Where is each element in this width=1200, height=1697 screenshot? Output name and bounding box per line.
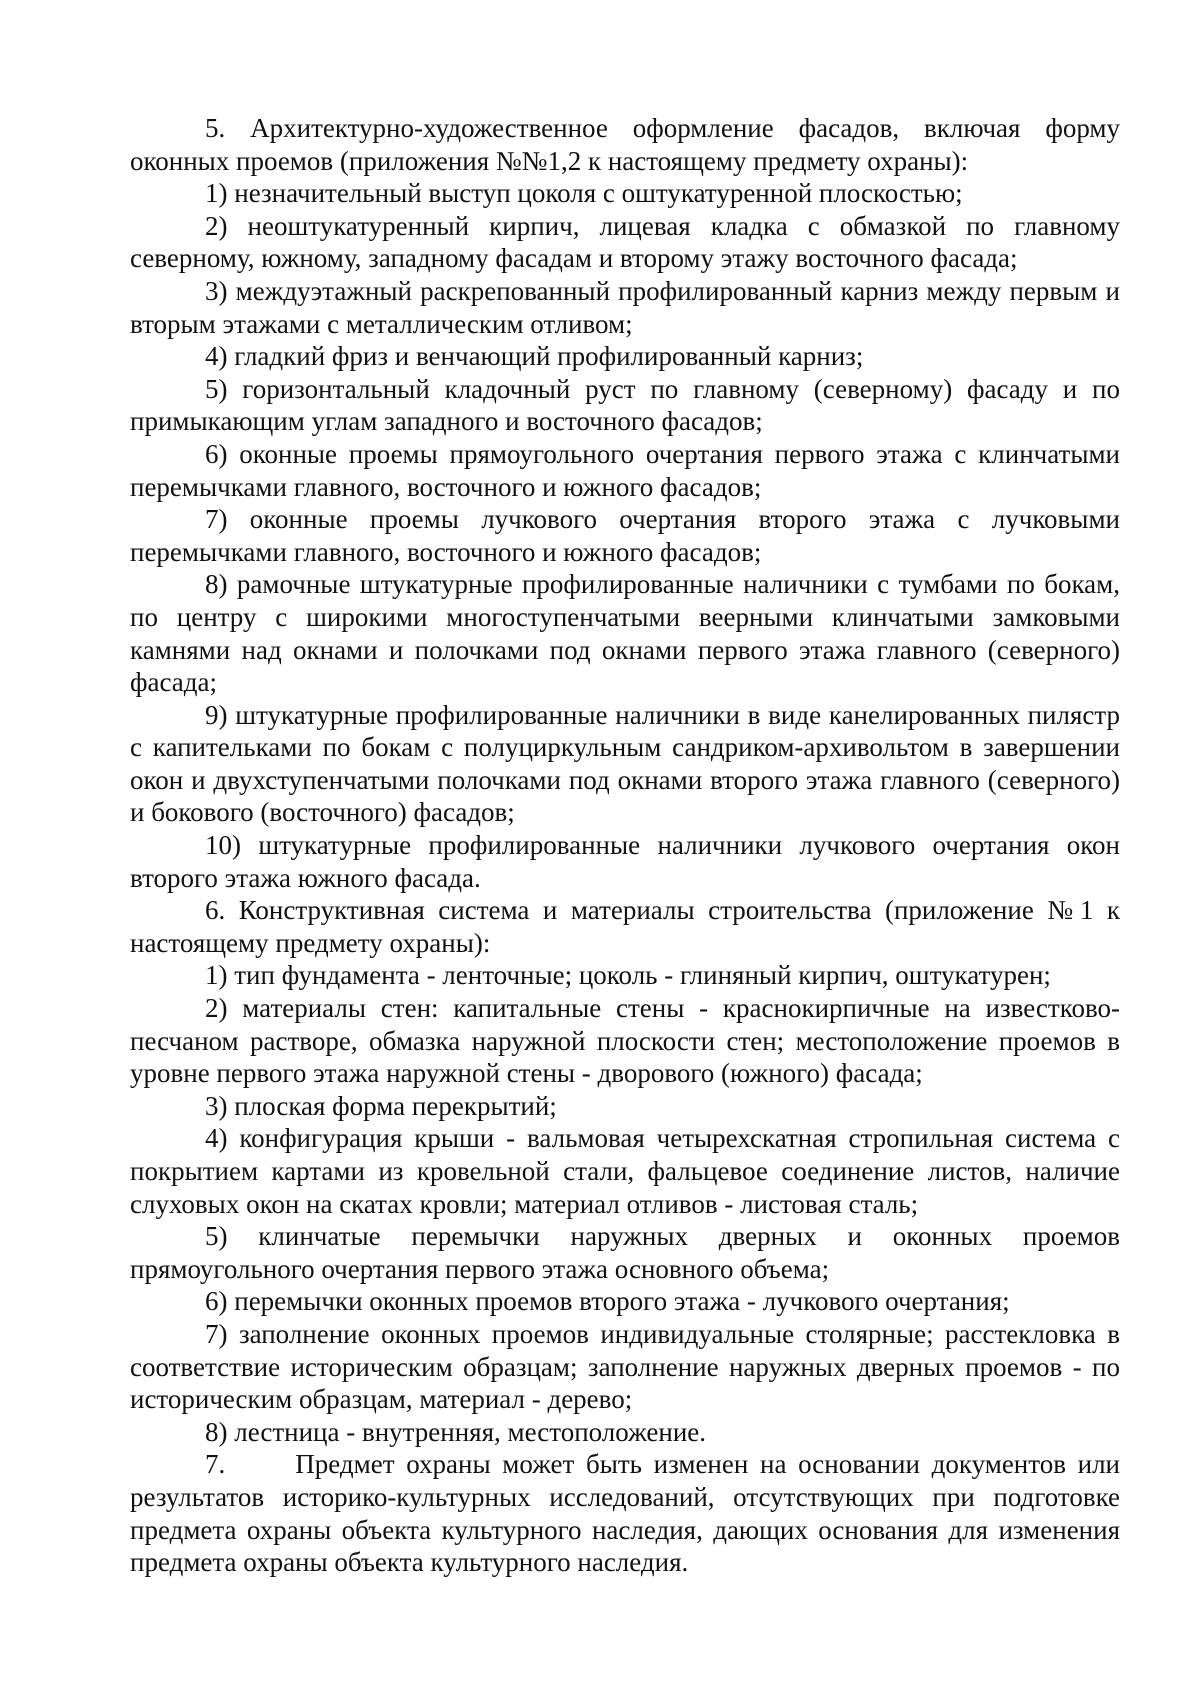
paragraph-section-6-heading: 6. Конструктивная система и материалы строительства (приложение №1 к настоящему предмету охраны):	[130, 895, 1120, 958]
paragraph-6-item-8: 8) лестница - внутренняя, местоположение.	[205, 1416, 707, 1447]
document-page	[130, 112, 1120, 1579]
paragraph-6-item-3: 3) плоская форма перекрытий;	[205, 1090, 557, 1121]
paragraph-6-item-4: 4) конфигурация крыши - вальмовая четырехскатная стропильная система с покрытием картами из кровельной стали, фальцевое соединение листов, наличие слуховых окон на скатах кровли; материал отливов - листовая сталь;	[130, 1123, 1120, 1219]
paragraph-section-5-heading: 5. Архитектурно-художественное оформление фасадов, включая форму оконных проемов (приложения №№1,2 к настоящему предмету охраны):	[130, 113, 1120, 176]
paragraph-5-item-2: 2) неоштукатуренный кирпич, лицевая кладка с обмазкой по главному северному, южному, западному фасадам и второму этажу восточного фасада;	[130, 210, 1120, 274]
paragraph-6-item-7: 7) заполнение оконных проемов индивидуальные столярные; расстекловка в соответствие историческим образцам; заполнение наружных дверных проемов - по историческим образцам, материал - дерево;	[130, 1318, 1120, 1415]
paragraph-5-item-5: 5) горизонтальный кладочный руст по главному (северному) фасаду и по примыкающим углам западного и восточного фасадов;	[130, 373, 1120, 437]
paragraph-6-item-5: 5) клинчатые перемычки наружных дверных и оконных проемов прямоугольного очертания первого этажа основного объема;	[130, 1221, 1120, 1284]
paragraph-5-item-6: 6) оконные проемы прямоугольного очертания первого этажа с клинчатыми перемычками главного, восточного и южного фасадов;	[130, 438, 1120, 502]
paragraph-5-item-9: 9) штукатурные профилированные наличники в виде канелированных пилястр с капительками по бокам с полуциркульным сандриком-архивольтом в завершении окон и двухступенчатыми полочками под окнами второго этажа главного (северного) и бокового (восточного) фасадов;	[130, 699, 1120, 828]
paragraph-5-item-3: 3) междуэтажный раскрепованный профилированный карниз между первым и вторым этажами с металлическим отливом;	[130, 275, 1120, 339]
paragraph-section-7: 7. Предмет охраны может быть изменен на основании документов или результатов историко-культурных исследований, отсутствующих при подготовке предмета охраны объекта культурного наследия, дающих основания для изменения предмета охраны объекта культурного наследия.	[130, 1449, 1120, 1578]
paragraph-6-item-6: 6) перемычки оконных проемов второго этажа - лучкового очертания;	[205, 1286, 1010, 1317]
paragraph-5-item-4: 4) гладкий фриз и венчающий профилированный карниз;	[205, 341, 864, 372]
paragraph-5-item-7: 7) оконные проемы лучкового очертания второго этажа с лучковыми перемычками главного, восточного и южного фасадов;	[130, 504, 1120, 567]
paragraph-5-item-10: 10) штукатурные профилированные наличники лучкового очертания окон второго этажа южного фасада.	[130, 830, 1120, 893]
paragraph-5-item-8: 8) рамочные штукатурные профилированные наличники с тумбами по бокам, по центру с широкими многоступенчатыми веерными клинчатыми замковыми камнями над окнами и полочками под окнами первого этажа главного (северного) фасада;	[130, 569, 1120, 698]
paragraph-6-item-1: 1) тип фундамента - ленточные; цоколь - глиняный кирпич, оштукатурен;	[205, 960, 1051, 991]
paragraph-5-item-1: 1) незначительный выступ цоколя с оштукатуренной плоскостью;	[205, 178, 963, 209]
paragraph-6-item-2: 2) материалы стен: капитальные стены - краснокирпичные на известково-песчаном растворе, обмазка наружной плоскости стен; местоположение проемов в уровне первого этажа наружной стены - дворового (южного) фасада;	[130, 993, 1120, 1089]
